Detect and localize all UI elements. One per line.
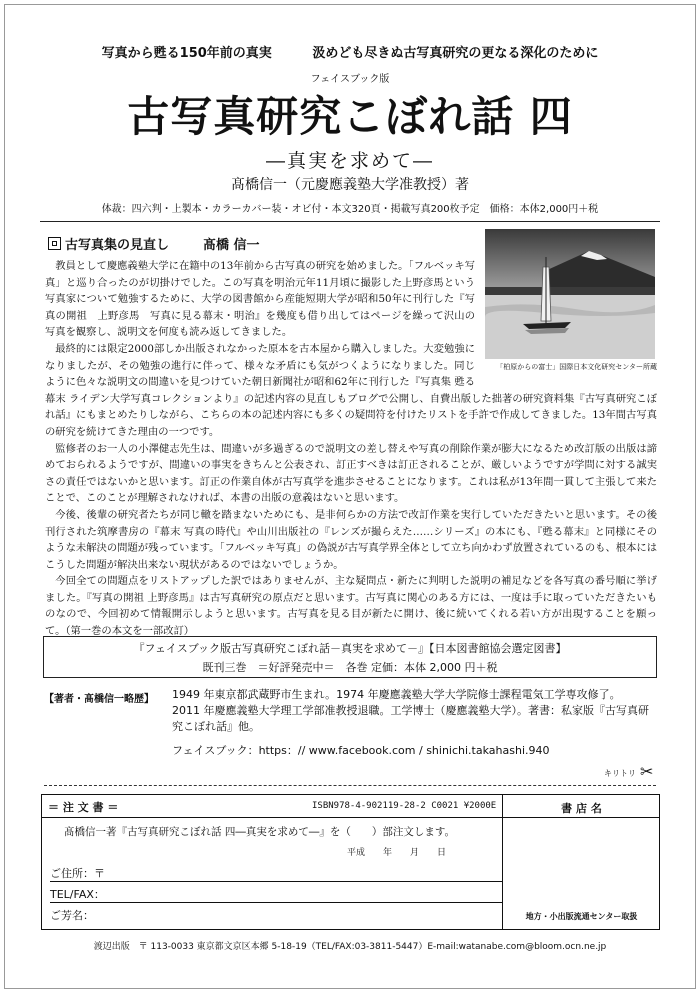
book-subtitle: ―真実を求めて―	[265, 150, 434, 172]
header-rule	[40, 221, 660, 222]
cut-line	[44, 785, 656, 786]
bookstore-box	[502, 795, 660, 929]
isbn-code: ISBN978-4-902119-28-2 C0021 ¥2000E	[312, 801, 497, 811]
cut-label: キリトリ	[604, 769, 636, 778]
bio-line: 1949 年東京都武蔵野市生まれ。1974 年慶應義塾大学大学院修士課程電気工学専攻修了。	[172, 688, 621, 701]
series-notice-price: 既刊三巻 ＝好評発売中＝ 各巻 定価：本体 2,000 円＋税	[202, 661, 498, 674]
book-title: 古写真研究こぼれ話 四	[127, 92, 573, 141]
tagline-right: 汲めども尽きぬ古写真研究の更なる深化のために	[312, 46, 599, 61]
bio-line: 2011 年慶應義塾大学理工学部准教授退職。工学博士（慶應義塾大学）。著書：私家版『古写真研究こぼれ話』他。	[172, 704, 649, 733]
order-statement: 髙橋信一著『古写真研究こぼれ話 四―真実を求めて―』を（ ）部注文します。	[64, 826, 455, 838]
name-field[interactable]: ご芳名：	[50, 909, 94, 922]
article-paragraph: 最終的には限定2000部しか出版されなかった原本を古本屋から購入しました。大変勉強になりましたが、その勉強の進行に伴って、様々な矛盾にも気がつくようになりました。同じように色々な説明文の間違いを見つけていた朝日新聞社が昭和62年に刊行した『写真集 甦る幕末 ライデン大学写真コレクションより』の記述内容の見直しもブログで公開し、自費出版した拙著の研究資料集『古写真研究こぼれ話』にもまとめたりしながら、こちらの本の記述内容にも多くの疑問符を付けたリストを手許で作成してきました。13年間古写真の研究を続けてきた理由の一つです。	[45, 342, 657, 438]
article-paragraph: 監修者のお一人の小澤健志先生は、間違いが多過ぎるので説明文の差し替えや写真の削除作業が膨大になるため改訂版の出版は諦めておられるようですが、間違いの事実をきちんと公表され、訂正すべきは訂正されることが、厳しいようですが学問に対する誠実さの責任ではないかと思います。訂正の作業自体が古写真学を進歩させることになります。これは私が13年間一貫して主張して来たことで、このことが理解されなければ、本書の出版の意義はないと思います。	[45, 442, 657, 505]
series-notice-title: 『フェイスブック版古写真研究こぼれ話－真実を求めて－』【日本図書館協会選定図書】	[133, 642, 567, 655]
order-date: 平成 年 月 日	[347, 848, 447, 858]
tagline-row	[0, 42, 700, 61]
bookstore-title: 書 店 名	[561, 802, 602, 815]
section-mark-icon	[48, 237, 61, 250]
publisher-name: 渡辺出版	[93, 942, 130, 952]
article-paragraph: 今後、後輩の研究者たちが同じ轍を踏まないためにも、是非何らかの方法で改訂作業を実行していただきたいと思います。その後刊行された筑摩書房の『幕末 写真の時代』や山川出版社の『レンズが撮らえた……シリーズ』の本にも、『甦る幕末』と同様にそのような未解決の問題が残っています。「フルベッキ写真」の偽説が古写真学界全体として立ち向かわず放置されているのも、根本にはこうした問題が解決出来ない現状があるのではないでしょうか。	[45, 508, 657, 571]
author-bio	[172, 687, 657, 759]
tel-fax-field[interactable]: TEL/FAX：	[50, 886, 502, 903]
article-body	[45, 258, 657, 640]
scissors-icon: ✂	[640, 762, 654, 781]
publisher-footer	[0, 939, 700, 952]
section-title: 古写真集の見直し	[65, 238, 170, 253]
photo-caption: 「柏原からの富士」国際日本文化研究センター所蔵	[496, 363, 657, 371]
bookstore-rule	[503, 817, 660, 818]
order-form	[41, 794, 660, 930]
order-form-heading: ＝ 注 文 書 ＝	[48, 801, 119, 814]
article-paragraph: 教員として慶應義塾大学に在籍中の13年前から古写真の研究を始めました。「フルベッキ写真」と巡り合ったのが切掛けでした。この写真を明治元年11月頃に撮影した上野彦馬という写真家について勉強するために、大学の図書館から産能短期大学が昭和50年に刊行した『写真の開祖 上野彦馬 写真に見る幕末・明治』を幾度も借り出してはページを繰って沢山の写真を観察し、説明文を何度も読み返してきました。	[45, 260, 475, 339]
series-notice-box	[43, 636, 657, 678]
book-specs: 体裁：四六判・上製本・カラーカバー装・オビ付・本文320頁・掲載写真200枚予定 価格：本体2,000円＋税	[101, 204, 599, 215]
order-form-rule	[42, 817, 502, 818]
bio-heading: 【著者・髙橋信一略歴】	[44, 694, 154, 705]
section-heading	[48, 234, 260, 253]
article-paragraph: 今回全ての問題点をリストアップした訳ではありませんが、主な疑問点・新たに判明した説明の補足などを各写真の番号順に挙げました。『写真の開祖 上野彦馬』は古写真研究の原点だと思います。古写真に関心のある方には、一度は手に取っていただきたいものなので、今回初めて情報開示しようと思います。古写真を見る目が新たに開け、後に続いてくれる若い方が出現することを願って。（第一巻の本文を一部改訂）	[45, 575, 657, 638]
address-field[interactable]: ご住所：〒	[50, 865, 502, 882]
author-line: 髙橋信一（元慶應義塾大学准教授）著	[231, 177, 469, 193]
edition-label: フェイスブック版	[310, 74, 390, 85]
publisher-address: 〒 113-0033 東京都文京区本郷 5-18-19（TEL/FAX:03-3811-5447）E-mail:watanabe.com@bloom.ocn.ne.jp	[138, 942, 607, 952]
tagline-left: 写真から甦る150年前の真実	[101, 46, 272, 61]
facebook-link[interactable]: フェイスブック：https：// www.facebook.com / shinichi.takahashi.940	[172, 744, 550, 757]
distribution-note: 地方・小出版流通センター取扱	[525, 912, 638, 921]
photo-wrap-space	[479, 258, 657, 376]
section-author: 髙橋 信一	[203, 238, 260, 253]
